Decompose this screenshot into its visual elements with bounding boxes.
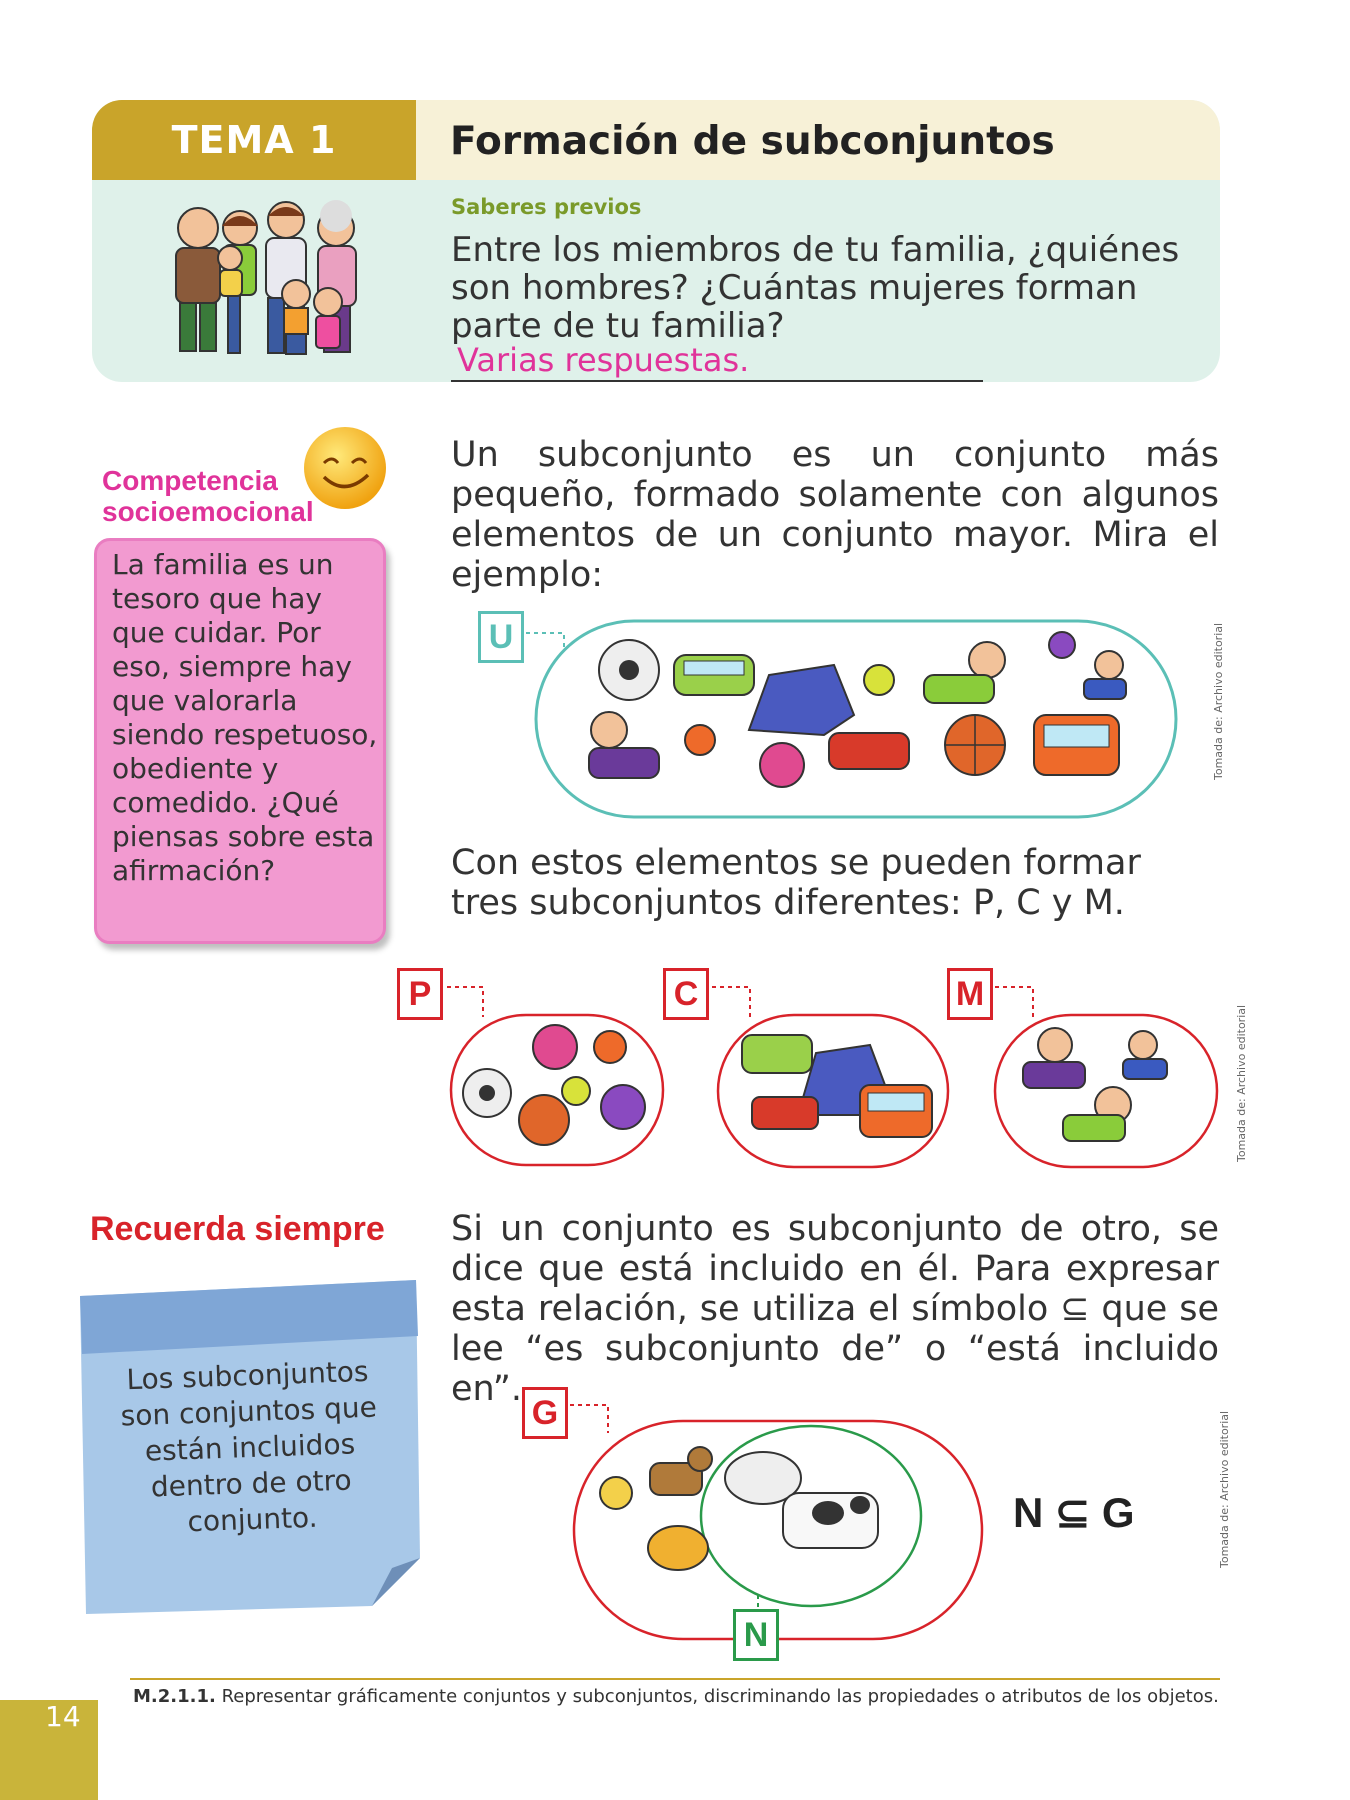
competencia-title-line1: Competencia xyxy=(102,465,278,496)
page-title: Formación de subconjuntos xyxy=(450,119,1055,164)
set-p-diagram xyxy=(445,975,670,1175)
curriculum-skill xyxy=(133,1686,1219,1707)
prior-knowledge-question: Entre los miembros de tu familia, ¿quiénes son hombres? ¿Cuántas mujeres forman parte de tu familia? xyxy=(451,230,1180,346)
set-g-diagram xyxy=(568,1393,988,1643)
set-n-label: N xyxy=(733,1609,779,1661)
skill-code: M.2.1.1. xyxy=(133,1686,216,1707)
competencia-title-line2: socioemocional xyxy=(102,496,314,527)
recuerda-text: Los subconjuntos son conjuntos que están incluidos dentro de otro conjunto. xyxy=(120,1354,378,1539)
footer-divider xyxy=(130,1678,1220,1680)
smiley-icon xyxy=(302,425,388,511)
set-c-diagram xyxy=(710,975,955,1175)
set-p-label: P xyxy=(397,968,443,1020)
subsets-intro: Con estos elementos se pueden formar tres subconjuntos diferentes: P, C y M. xyxy=(451,843,1141,923)
set-g-label: G xyxy=(522,1387,568,1439)
recuerda-title: Recuerda siempre xyxy=(90,1210,385,1248)
answer-line: Varias respuestas. xyxy=(451,342,983,382)
image-credit-g: Tomada de: Archivo editorial xyxy=(1218,1410,1231,1568)
saberes-previos-label: Saberes previos xyxy=(451,195,642,219)
set-u-diagram xyxy=(524,615,1184,825)
image-credit-pcm: Tomada de: Archivo editorial xyxy=(1235,1004,1248,1162)
subset-relation: N ⊆ G xyxy=(1013,1489,1135,1536)
topic-number: TEMA 1 xyxy=(92,100,416,180)
competencia-title xyxy=(102,465,314,527)
competencia-text: La familia es un tesoro que hay que cuidar. Por eso, siempre hay que valorarla siendo respetuoso, obediente y comedido. ¿Qué piensas sobre esta afirmación? xyxy=(112,548,378,887)
family-illustration xyxy=(148,198,373,360)
subset-definition: Un subconjunto es un conjunto más pequeño, formado solamente con algunos elementos de un conjunto mayor. Mira el ejemplo: xyxy=(451,435,1219,595)
set-u-label: U xyxy=(478,611,524,663)
set-c-label: C xyxy=(663,968,709,1020)
set-m-diagram xyxy=(993,975,1223,1175)
inclusion-explanation: Si un conjunto es subconjunto de otro, se dice que está incluido en él. Para expresar esta relación, se utiliza el símbolo ⊆ que se lee “es subconjunto de” o “está incluido en”. xyxy=(451,1209,1219,1409)
page-number: 14 xyxy=(45,1700,81,1733)
set-m-label: M xyxy=(947,968,993,1020)
skill-description: Representar gráficamente conjuntos y subconjuntos, discriminando las propiedades o atributos de los objetos. xyxy=(215,1686,1219,1707)
image-credit-u: Tomada de: Archivo editorial xyxy=(1212,622,1225,780)
